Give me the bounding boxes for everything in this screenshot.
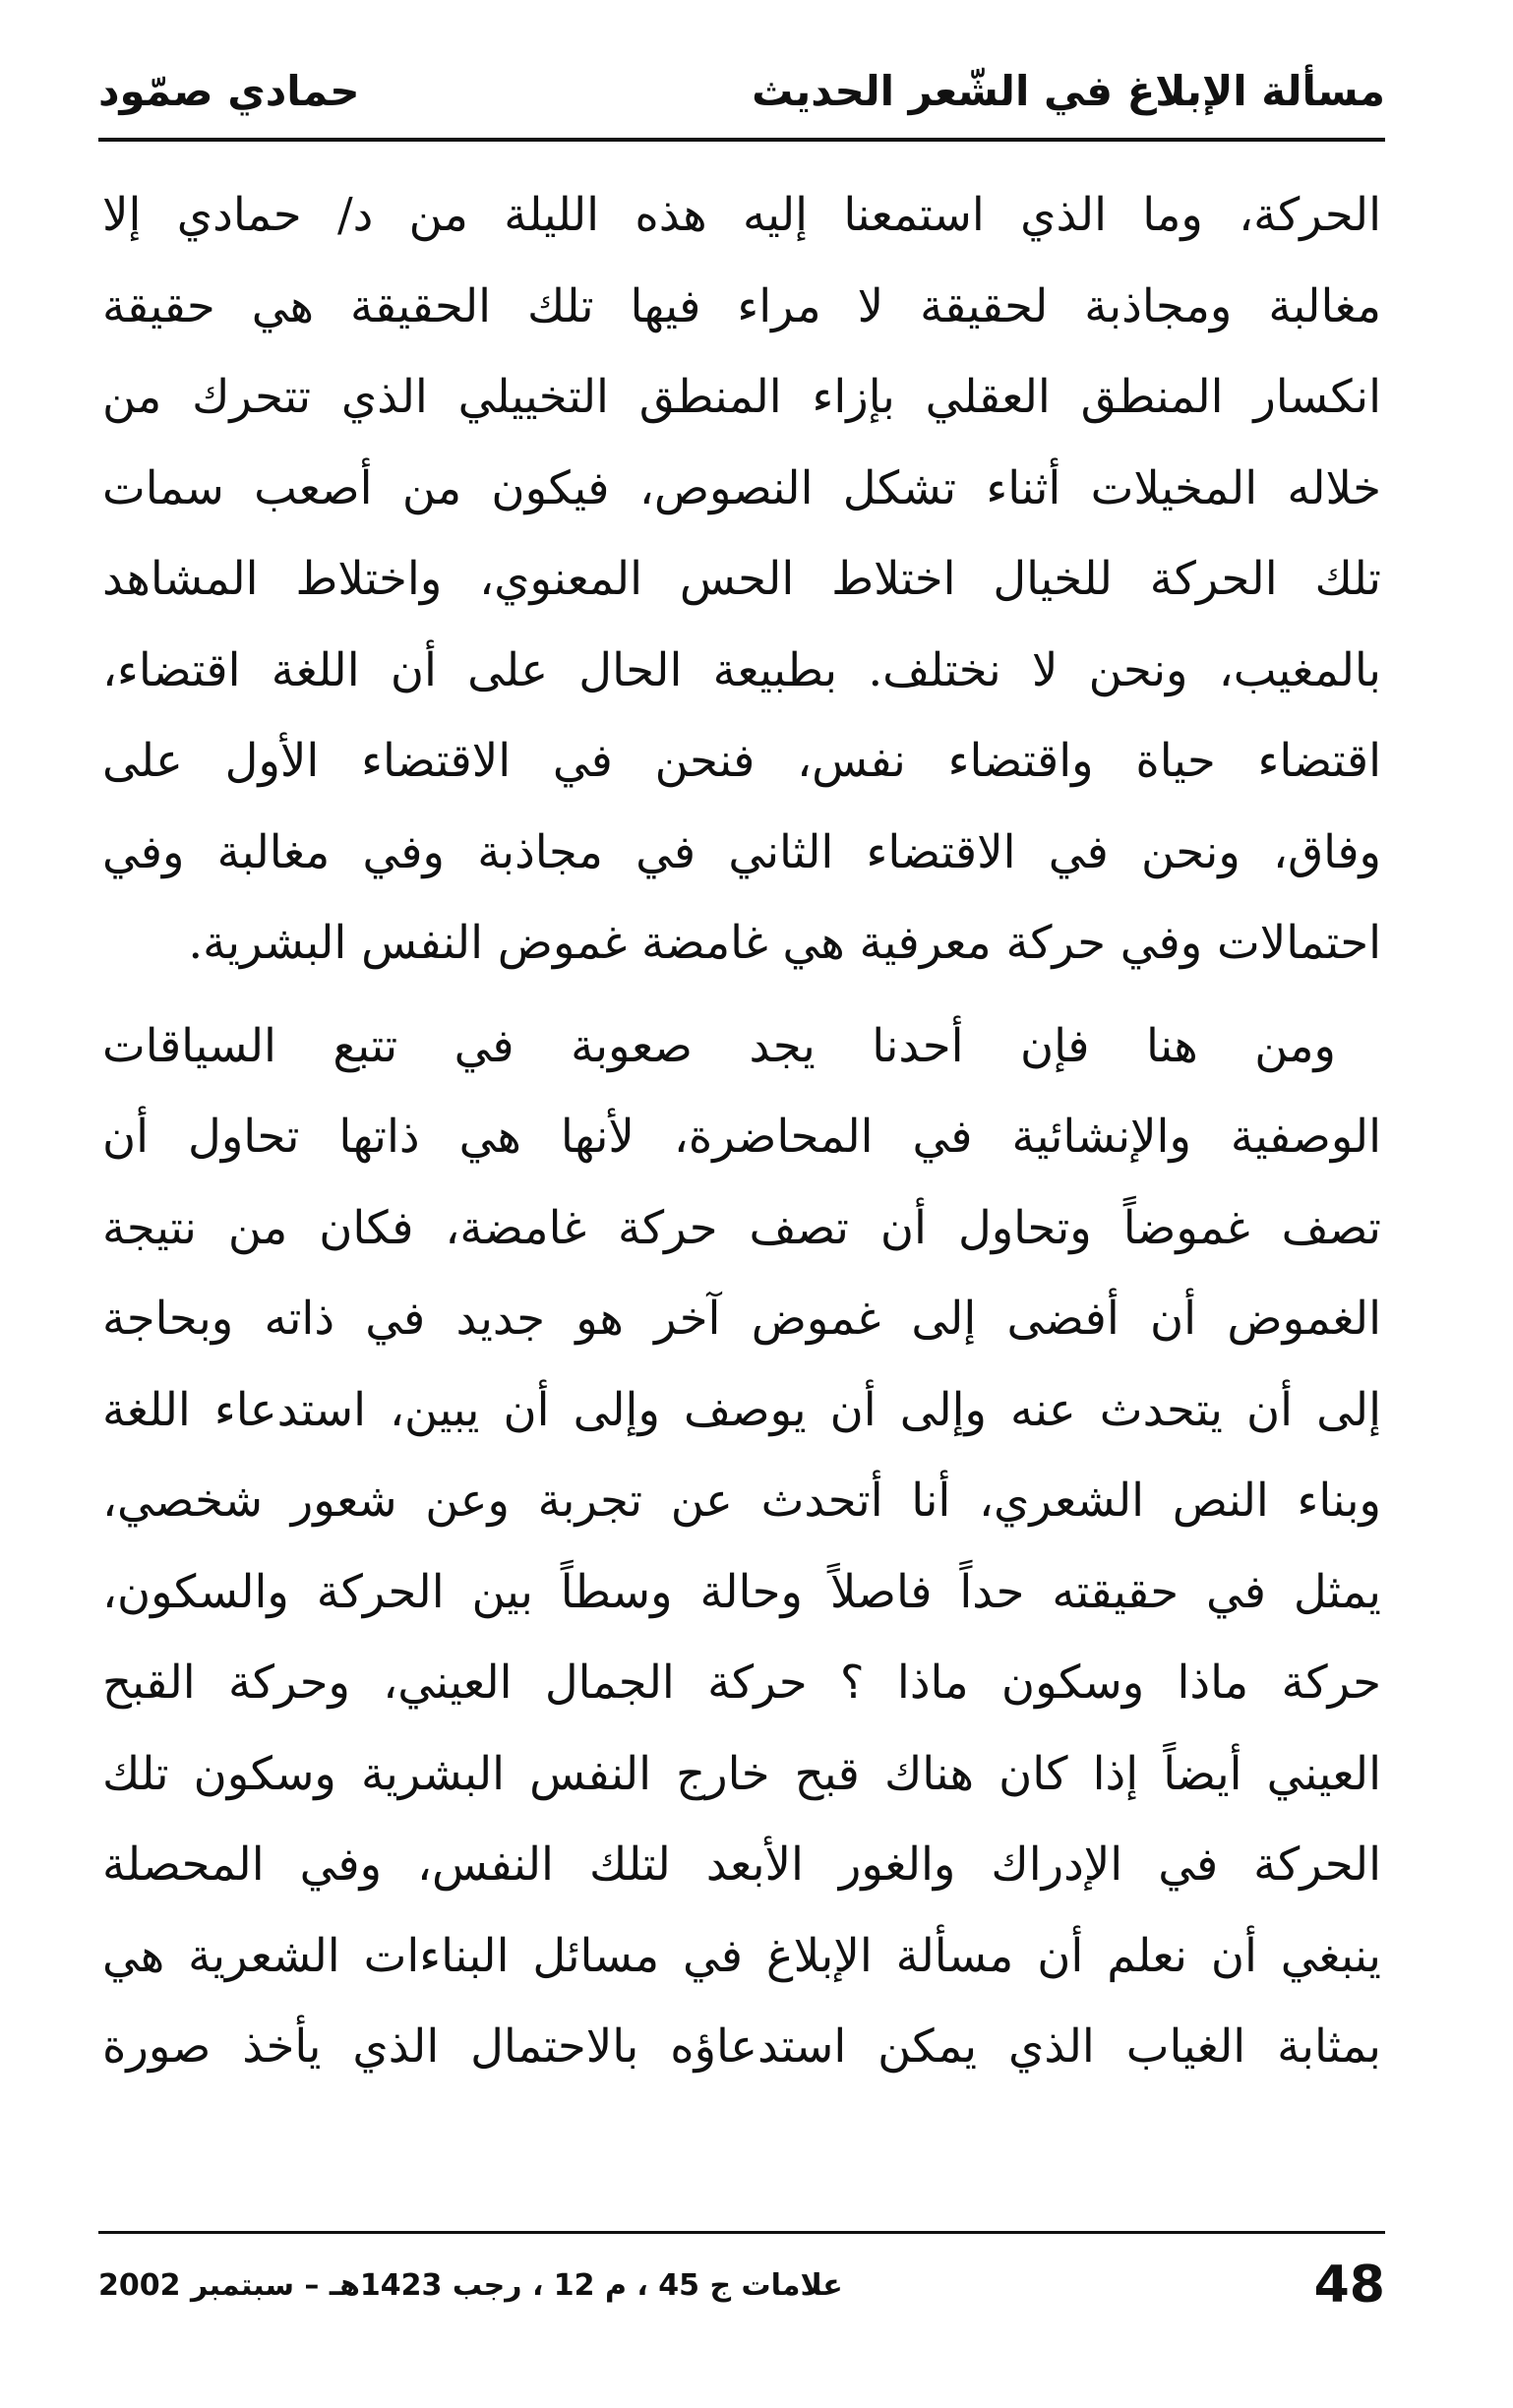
text-line: ينبغي أن نعلم أن مسألة الإبلاغ في مسائل البناءات الشعرية هي xyxy=(102,1928,1381,1982)
text-line: احتمالات وفي حركة معرفية هي غامضة غموض النفس البشرية. xyxy=(188,916,1381,969)
paragraph-1 xyxy=(102,169,1381,989)
text-line: تلك الحركة للخيال اختلاط الحس المعنوي، واختلاط المشاهد xyxy=(102,552,1381,605)
body-text xyxy=(102,169,1381,2092)
text-line: خلاله المخيلات أثناء تشكل النصوص، فيكون من أصعب سمات xyxy=(102,460,1381,514)
author-name: حمادي صمّود xyxy=(98,66,360,115)
text-line: الحركة، وما الذي استمعنا إليه هذه الليلة من د/ حمادي إلا xyxy=(102,188,1381,241)
text-line: وفاق، ونحن في الاقتضاء الثاني في مجاذبة وفي مغالبة وفي xyxy=(102,824,1381,878)
text-line: مغالبة ومجاذبة لحقيقة لا مراء فيها تلك الحقيقة هي حقيقة xyxy=(102,278,1381,332)
text-line: انكسار المنطق العقلي بإزاء المنطق التخييلي الذي تتحرك من xyxy=(102,370,1381,423)
text-line: تصف غموضاً وتحاول أن تصف حركة غامضة، فكان من نتيجة xyxy=(102,1200,1381,1254)
paragraph-2 xyxy=(102,1000,1381,2092)
text-line: ومن هنا فإن أحدنا يجد صعوبة في تتبع السياقات xyxy=(102,1018,1336,1072)
article-title: مسألة الإبلاغ في الشّعر الحديث xyxy=(752,66,1385,115)
text-line: بالمغيب، ونحن لا نختلف. بطبيعة الحال على أن اللغة اقتضاء، xyxy=(102,642,1381,696)
header-divider xyxy=(98,138,1385,142)
journal-issue-info: علامات ج 45 ، م 12 ، رجب 1423هـ – سبتمبر 2002 xyxy=(98,2267,843,2303)
text-line: وبناء النص الشعري، أنا أتحدث عن تجربة وعن شعور شخصي، xyxy=(102,1474,1381,1527)
running-header xyxy=(98,39,1385,116)
text-line: بمثابة الغياب الذي يمكن استدعاؤه بالاحتمال الذي يأخذ صورة xyxy=(102,2019,1381,2073)
text-line: حركة ماذا وسكون ماذا ؟ حركة الجمال العيني، وحركة القبح xyxy=(102,1656,1381,1709)
text-line: اقتضاء حياة واقتضاء نفس، فنحن في الاقتضاء الأول على xyxy=(102,734,1381,787)
page-number: 48 xyxy=(1313,2256,1385,2315)
page-footer xyxy=(98,2251,1385,2319)
text-line: الوصفية والإنشائية في المحاضرة، لأنها هي ذاتها تحاول أن xyxy=(102,1110,1381,1163)
footer-divider xyxy=(98,2231,1385,2234)
text-line: يمثل في حقيقته حداً فاصلاً وحالة وسطاً بين الحركة والسكون، xyxy=(102,1564,1381,1618)
text-line: إلى أن يتحدث عنه وإلى أن يوصف وإلى أن يبين، استدعاء اللغة xyxy=(102,1382,1381,1436)
text-line: العيني أيضاً إذا كان هناك قبح خارج النفس البشرية وسكون تلك xyxy=(102,1746,1381,1800)
text-line: الغموض أن أفضى إلى غموض آخر هو جديد في ذاته وبحاجة xyxy=(102,1292,1381,1345)
text-line: الحركة في الإدراك والغور الأبعد لتلك النفس، وفي المحصلة xyxy=(102,1837,1381,1891)
